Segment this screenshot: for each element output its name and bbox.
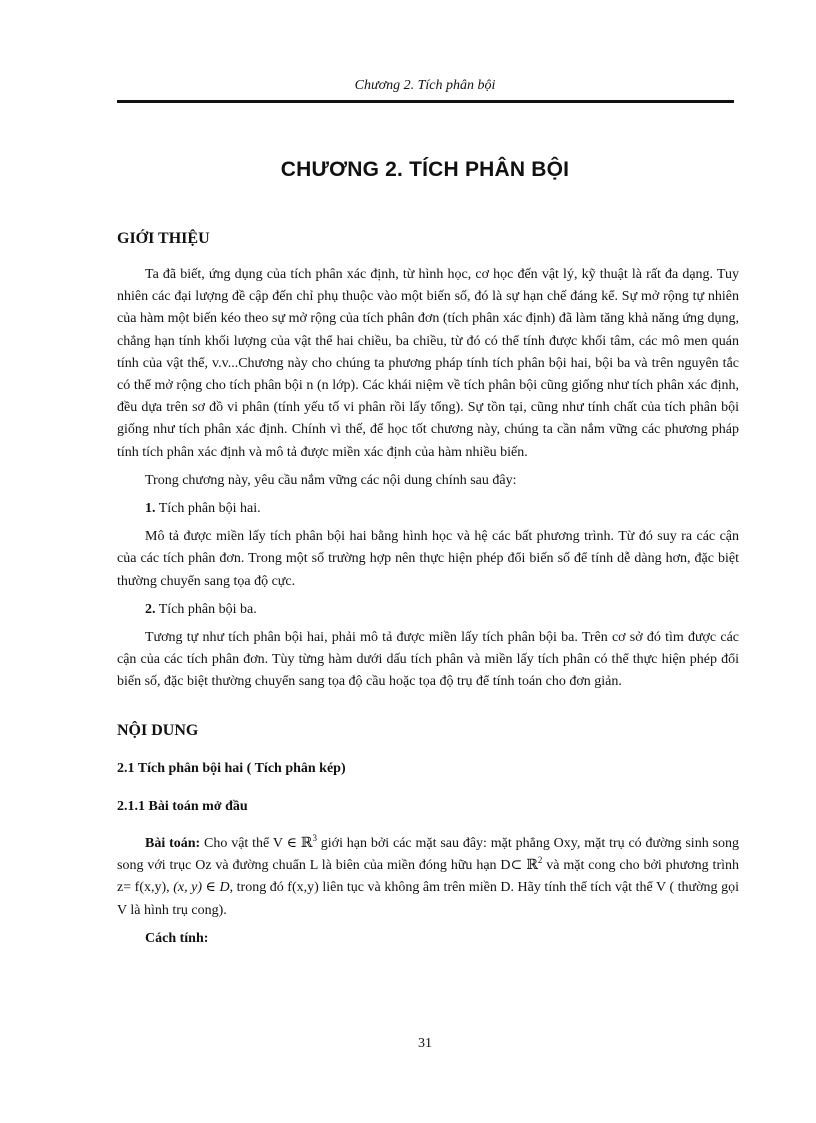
problem-label: Bài toán: bbox=[145, 836, 201, 851]
list-item-triple-integral bbox=[117, 599, 739, 621]
content-heading: NỘI DUNG bbox=[117, 722, 199, 739]
running-header: Chương 2. Tích phân bội bbox=[354, 78, 496, 93]
page-number: 31 bbox=[418, 1036, 432, 1051]
list-item-double-integral bbox=[117, 498, 739, 520]
problem-block bbox=[117, 833, 739, 950]
header-rule bbox=[117, 100, 734, 103]
intro-heading: GIỚI THIỆU bbox=[117, 230, 210, 247]
list-number: 1. bbox=[145, 501, 156, 517]
triple-integral-description: Tương tự như tích phân bội hai, phải mô tả được miền lấy tích phân bội ba. Trên cơ sở đó tìm được các cận của các tích phân đơn. Tùy từng hàm dưới dấu tích phân và miền lấy tích phân có thể thực hiện phép đổi biến số, đặc biệt thường chuyển sang tọa độ cầu hoặc tọa độ trụ để tính toán cho đơn giản. bbox=[117, 630, 739, 690]
list-number: 2. bbox=[145, 601, 156, 617]
intro-body bbox=[117, 264, 739, 694]
method-label: Cách tính: bbox=[145, 930, 209, 946]
section-2-1-heading: 2.1 Tích phân bội hai ( Tích phân kép) bbox=[117, 761, 346, 776]
intro-requirements: Trong chương này, yêu cầu nắm vững các nội dung chính sau đây: bbox=[145, 472, 517, 488]
exponent-2: 2 bbox=[537, 855, 543, 866]
element-of-symbol: ∈ bbox=[286, 836, 297, 851]
domain-condition: (x, y) ∈ D bbox=[173, 880, 230, 896]
exponent-3: 3 bbox=[312, 833, 317, 843]
chapter-title: CHƯƠNG 2. TÍCH PHÂN BỘI bbox=[280, 158, 570, 181]
real-space-r3: ℝ bbox=[300, 836, 313, 851]
double-integral-description: Mô tả được miền lấy tích phân bội hai bằng hình học và hệ các bất phương trình. Từ đó suy ra các cận của các tích phân đơn. Trong một số trường hợp nên thực hiện phép đổi biến số để tính dễ dàng hơn, đặc biệt thường chuyển sang tọa độ cực. bbox=[117, 529, 739, 589]
subset-symbol: ⊂ bbox=[510, 858, 523, 874]
list-label: Tích phân bội hai. bbox=[158, 501, 261, 517]
real-space-r2: ℝ bbox=[526, 858, 538, 874]
intro-paragraph: Ta đã biết, ứng dụng của tích phân xác định, từ hình học, cơ học đến vật lý, kỹ thuật là rất đa dạng. Tuy nhiên các đại lượng đề cập đến chỉ phụ thuộc vào một biến số, đó là sự hạn chế đáng kể. Sự mở rộng tự nhiên của hàm một biến kéo theo sự mở rộng của tích phân đơn (tích phân xác định) đã làm tăng khả năng ứng dụng, chẳng hạn tính khối lượng của vật thể hai chiều, ba chiều, từ đó có thể tính được khối tâm, các mô men quán tính của vật thể, v.v...Chương này cho chúng ta phương pháp tính tích phân bội hai, bội ba và trên nguyên tắc có thể mở rộng cho tích phân bội n (n lớp). Các khái niệm về tích phân bội cũng giống như tích phân xác định, đều dựa trên sơ đồ vi phân (tính yếu tố vi phân rồi lấy tổng). Sự tồn tại, cũng như tính chất của tích phân bội giống như tích phân xác định. Chính vì thế, để học tốt chương này, chúng ta cần nắm vững các phương pháp tính tích phân xác định và mô tả được miền xác định của hàm nhiều biến. bbox=[117, 267, 739, 460]
problem-statement: Bài toán: Cho vật thể V ∈ ℝ$^3$ giới hạn bởi các mặt sau đây: mặt phẳng Oxy, mặt trụ có đường sinh song song với trục Oz và đường chuẩn L là biên của miền đóng hữu hạn D⊂ ℝ$^2$ và mặt cong cho bởi phương trình z= f(x,y), (x, y) ∈ D, trong đó f(x,y) liên tục và không âm trên miền D. Hãy tính thể tích vật thể V ( thường gọi V là hình trụ cong). bbox=[117, 833, 739, 918]
list-label: Tích phân bội ba. bbox=[158, 601, 257, 617]
section-2-1-1-heading: 2.1.1 Bài toán mở đầu bbox=[117, 799, 248, 814]
